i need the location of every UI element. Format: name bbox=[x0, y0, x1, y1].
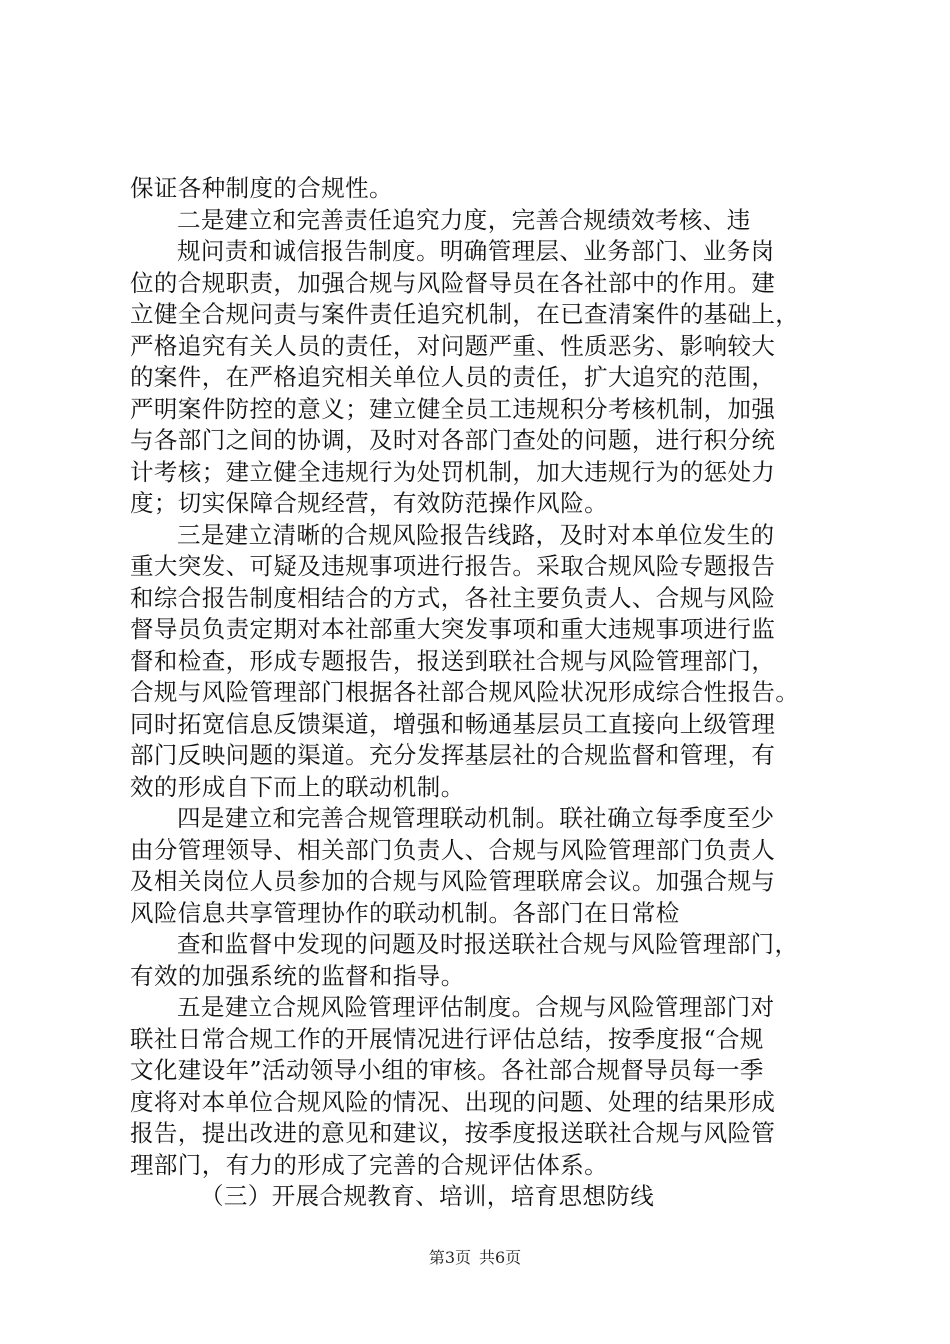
text-line: 效的形成自下而上的联动机制。 bbox=[130, 772, 465, 801]
text-line: 位的合规职责，加强合规与风险督导员在各社部中的作用。建 bbox=[130, 268, 776, 297]
text-line: 文化建设年”活动领导小组的审核。各社部合规督导员每一季 bbox=[130, 1056, 764, 1084]
page-total: 共6页 bbox=[479, 1248, 522, 1267]
section-heading: （三）开展合规教育、培训，培育思想防线 bbox=[200, 1182, 655, 1210]
text-line: 度；切实保障合规经营，有效防范操作风险。 bbox=[130, 489, 608, 517]
text-line: 合规与风险管理部门根据各社部合规风险状况形成综合性报告。 bbox=[130, 678, 800, 706]
page-footer bbox=[0, 1248, 950, 1268]
text-line: 四是建立和完善合规管理联动机制。联社确立每季度至少 bbox=[177, 804, 775, 832]
text-line: 督导员负责定期对本社部重大突发事项和重大违规事项进行监 bbox=[130, 615, 776, 643]
body-text bbox=[130, 173, 842, 1213]
text-line: 督和检查，形成专题报告，报送到联社合规与风险管理部门， bbox=[130, 646, 776, 675]
text-line: 保证各种制度的合规性。 bbox=[130, 174, 393, 202]
text-line: 由分管理领导、相关部门负责人、合规与风险管理部门负责人 bbox=[130, 835, 776, 864]
text-line: 度将对本单位合规风险的情况、出现的问题、处理的结果形成 bbox=[130, 1087, 776, 1116]
page-number: 第3页 bbox=[428, 1248, 471, 1267]
text-line: 立健全合规问责与案件责任追究机制，在已查清案件的基础上， bbox=[130, 300, 800, 328]
text-line: 及相关岗位人员参加的合规与风险管理联席会议。加强合规与 bbox=[130, 867, 776, 895]
text-line: 理部门，有力的形成了完善的合规评估体系。 bbox=[130, 1150, 608, 1179]
text-line: 二是建立和完善责任追究力度，完善合规绩效考核、违 bbox=[177, 205, 751, 234]
text-line: 同时拓宽信息反馈渠道，增强和畅通基层员工直接向上级管理 bbox=[130, 709, 776, 738]
text-line: 三是建立清晰的合规风险报告线路，及时对本单位发生的 bbox=[177, 520, 775, 549]
text-line: 规问责和诚信报告制度。明确管理层、业务部门、业务岗 bbox=[177, 237, 775, 265]
text-line: 报告，提出改进的意见和建议，按季度报送联社合规与风险管 bbox=[130, 1119, 776, 1147]
text-line: 计考核；建立健全违规行为处罚机制，加大违规行为的惩处力 bbox=[130, 457, 776, 486]
text-line: 重大突发、可疑及违规事项进行报告。采取合规风险专题报告 bbox=[130, 552, 776, 580]
text-line: 严格追究有关人员的责任，对问题严重、性质恶劣、影响较大 bbox=[130, 331, 776, 360]
text-line: 严明案件防控的意义；建立健全员工违规积分考核机制，加强 bbox=[130, 394, 776, 423]
text-line: 联社日常合规工作的开展情况进行评估总结，按季度报“合规 bbox=[130, 1024, 764, 1053]
text-line: 和综合报告制度相结合的方式，各社主要负责人、合规与风险 bbox=[130, 583, 776, 612]
text-line: 部门反映问题的渠道。充分发挥基层社的合规监督和管理，有 bbox=[130, 741, 776, 769]
text-line: 风险信息共享管理协作的联动机制。各部门在日常检 bbox=[130, 898, 680, 927]
text-line: 查和监督中发现的问题及时报送联社合规与风险管理部门， bbox=[177, 930, 799, 958]
text-line: 的案件，在严格追究相关单位人员的责任，扩大追究的范围， bbox=[130, 363, 776, 391]
text-line: 与各部门之间的协调，及时对各部门查处的问题，进行积分统 bbox=[130, 426, 776, 454]
text-line: 有效的加强系统的监督和指导。 bbox=[130, 961, 465, 990]
text-line: 五是建立合规风险管理评估制度。合规与风险管理部门对 bbox=[177, 993, 775, 1021]
